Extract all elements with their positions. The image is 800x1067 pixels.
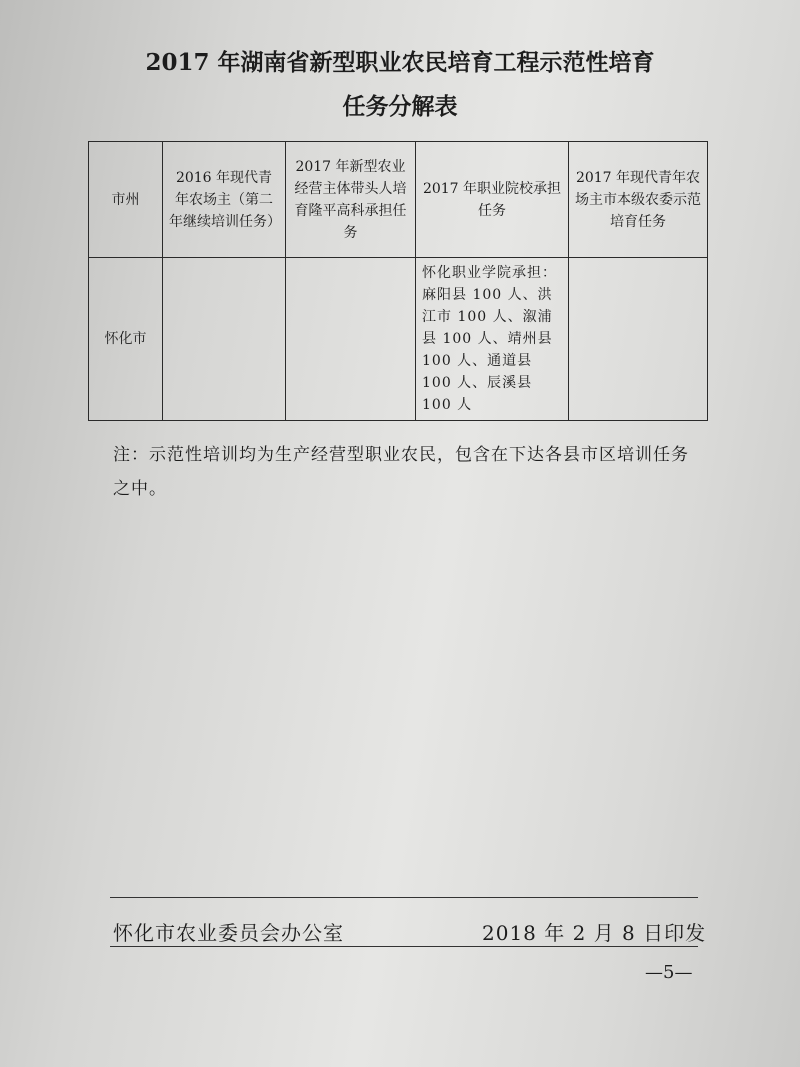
footnote: 注：示范性培训均为生产经营型职业农民，包含在下达各县市区培训任务之中。 — [113, 445, 689, 499]
cell-youth-farmer-2016 — [163, 258, 286, 421]
issuer-name: 怀化市农业委员会办公室 — [113, 921, 344, 945]
document-title-line-1: 2017 年湖南省新型职业农民培育工程示范性培育 — [145, 49, 655, 76]
header-vocational-2017: 2017 年职业院校承担任务 — [416, 142, 569, 258]
cell-city-level-2017 — [569, 258, 708, 421]
issue-date: 2018 年 2 月 8 日印发 — [482, 921, 707, 945]
table-header-row — [89, 142, 708, 258]
page-number: —5— — [645, 962, 693, 983]
cell-longping-2017 — [286, 258, 416, 421]
header-city: 市州 — [89, 142, 163, 258]
footer-rule-top — [110, 897, 698, 898]
table-row — [89, 258, 708, 421]
cell-city: 怀化市 — [89, 258, 163, 421]
footer-rule-bottom — [110, 946, 698, 947]
document-title-line-2: 任务分解表 — [342, 93, 458, 120]
header-longping-2017: 2017 年新型农业经营主体带头人培育隆平高科承担任务 — [286, 142, 416, 258]
header-youth-farmer-2016: 2016 年现代青年农场主（第二年继续培训任务） — [163, 142, 286, 258]
header-city-level-2017: 2017 年现代青年农场主市本级农委示范培育任务 — [569, 142, 708, 258]
task-table — [88, 141, 708, 421]
cell-vocational-2017: 怀化职业学院承担：麻阳县 100 人、洪江市 100 人、溆浦县 100 人、靖州县 100 人、通道县 100 人、辰溪县 100 人 — [416, 258, 569, 421]
